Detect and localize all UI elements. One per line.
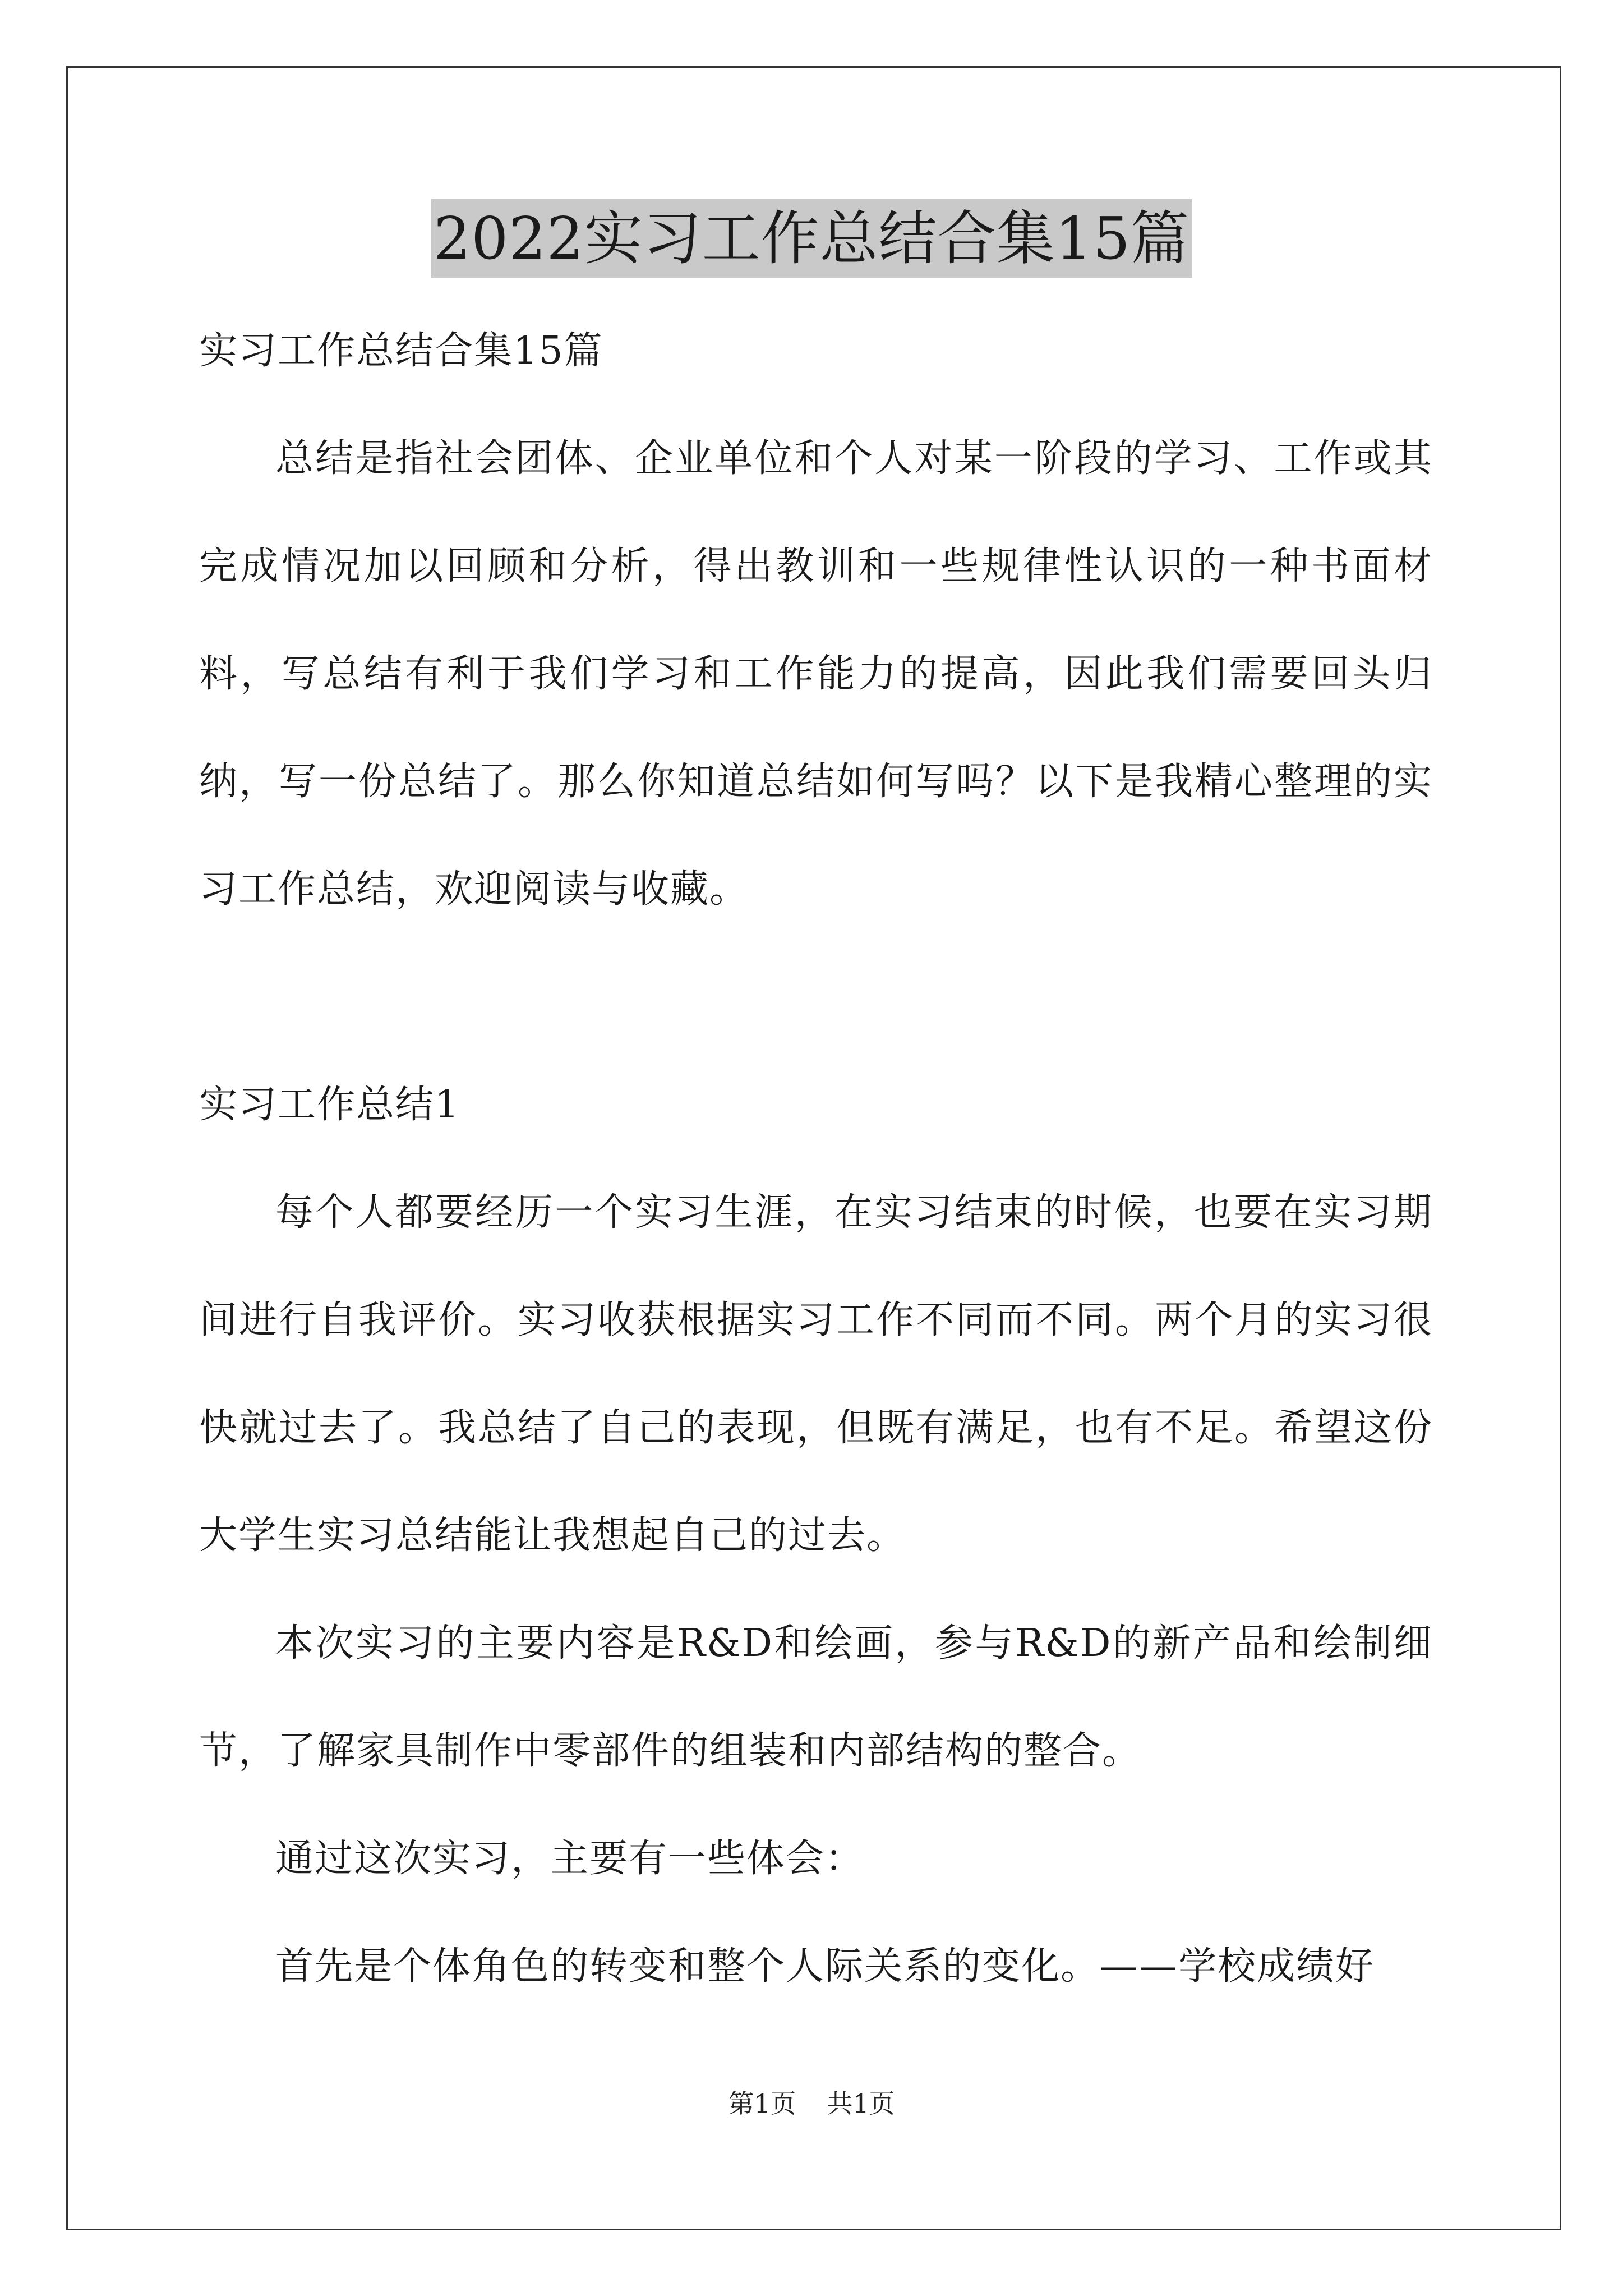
- body-paragraph: 通过这次实习，主要有一些体会：: [275, 1837, 865, 1881]
- section-spacer: [199, 944, 1433, 1051]
- body-paragraph: 每个人都要经历一个实习生涯，在实习结束的时候，也要在实习期间进行自我评价。实习收获根据实习工作不同而不同。两个月的实习很快就过去了。我总结了自己的表现，但既有满足，也有不足。希望这份大学生实习总结能让我想起自己的过去。: [199, 1190, 1433, 1558]
- page-number-total: 共1页: [827, 2088, 895, 2119]
- section-heading: 实习工作总结1: [199, 1083, 460, 1127]
- page-footer: [0, 2087, 1623, 2120]
- intro-paragraph: 总结是指社会团体、企业单位和个人对某一阶段的学习、工作或其完成情况加以回顾和分析，得出教训和一些规律性认识的一种书面材料，写总结有利于我们学习和工作能力的提高，因此我们需要回头归纳，写一份总结了。那么你知道总结如何写吗？以下是我精心整理的实习工作总结，欢迎阅读与收藏。: [199, 436, 1433, 912]
- document-title: 2022实习工作总结合集15篇: [431, 199, 1192, 278]
- document-body: [199, 297, 1433, 2021]
- document-subtitle: 实习工作总结合集15篇: [199, 329, 603, 373]
- body-paragraph: 本次实习的主要内容是R&D和绘画，参与R&D的新产品和绘制细节，了解家具制作中零部件的组装和内部结构的整合。: [199, 1621, 1433, 1773]
- title-container: [0, 199, 1623, 278]
- body-paragraph: 首先是个体角色的转变和整个人际关系的变化。——学校成绩好: [275, 1944, 1375, 1989]
- page-number-current: 第1页: [728, 2088, 796, 2119]
